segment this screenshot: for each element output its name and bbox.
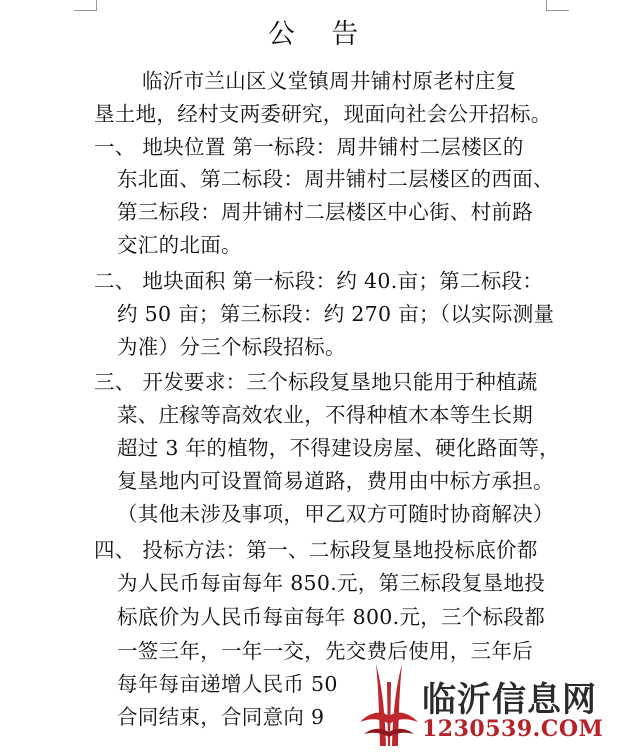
body-line: 四、 投标方法：第一、二标段复垦地投标底价都 xyxy=(94,538,538,562)
body-line: （其他未涉及事项，甲乙双方可随时协商解决） xyxy=(117,502,554,526)
body-line: 约 50 亩；第三标段：约 270 亩；（以实际测量 xyxy=(117,302,555,326)
page-corner-mark-right xyxy=(546,0,569,11)
body-line: 每年每亩递增人民币 50 xyxy=(117,672,338,696)
body-line: 一签三年，一年一交，先交费后使用，三年后 xyxy=(117,639,533,663)
body-line: 为准）分三个标段招标。 xyxy=(117,335,346,359)
site-watermark xyxy=(352,650,640,752)
body-line: 标底价为人民币每亩每年 800.元，三个标段都 xyxy=(117,605,546,629)
body-line: 临沂市兰山区义堂镇周井铺村原老村庄复 xyxy=(142,69,517,93)
body-line: 为人民币每亩每年 850.元，第三标段复垦地投 xyxy=(117,571,546,595)
body-line: 二、 地块面积 第一标段：约 40.亩；第二标段： xyxy=(94,269,544,293)
body-line: 超过 3 年的植物，不得建设房屋、硬化路面等， xyxy=(117,436,560,460)
body-line: 三、 开发要求：三个标段复垦地只能用于种植蔬 xyxy=(94,370,538,394)
document-title: 公 告 xyxy=(267,19,373,50)
site-logo-icon xyxy=(358,660,420,748)
body-line: 第三标段：周井铺村二层楼区中心街、村前路 xyxy=(117,200,533,224)
page-corner-mark-left xyxy=(74,0,97,11)
body-line: 交汇的北面。 xyxy=(117,233,242,257)
body-line: 一、 地块位置 第一标段：周井铺村二层楼区的 xyxy=(94,135,524,159)
site-name: 临沂信息网 xyxy=(422,680,597,720)
body-line: 复垦地内可设置简易道路，费用由中标方承担。 xyxy=(117,469,554,493)
body-line: 合同结束，合同意向 9 xyxy=(117,705,325,729)
body-line: 东北面、第二标段：周井铺村二层楼区的西面、 xyxy=(117,167,554,191)
body-line: 菜、庄稼等高效农业，不得种植木本等生长期 xyxy=(117,403,533,427)
body-line: 垦土地，经村支两委研究，现面向社会公开招标。 xyxy=(94,102,552,126)
site-url: 1230539.COM xyxy=(422,716,604,742)
